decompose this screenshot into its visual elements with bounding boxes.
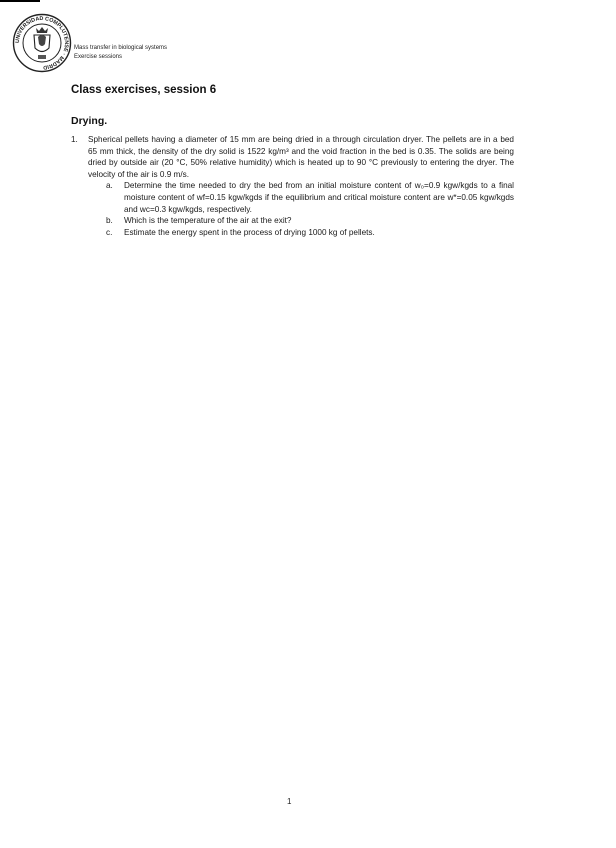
exercise-1 — [71, 134, 514, 238]
question-a — [71, 180, 514, 215]
scan-edge-mark — [0, 0, 40, 2]
question-text: Estimate the energy spent in the process of drying 1000 kg of pellets. — [124, 227, 375, 237]
exercise-questions — [71, 180, 514, 238]
question-b — [71, 215, 514, 227]
question-letter: a. — [106, 181, 113, 191]
page-number: 1 — [287, 797, 292, 806]
course-subtitle: Exercise sessions — [74, 54, 123, 60]
question-text: Determine the time needed to dry the bed from an initial moisture content of w₀=0.9 kgw/kgds to a final moisture content of wf=0.15 kgw/kgds if the equilibrium and critical moisture content are w*=0.05 kgw/kgds and wc=0.3 kgw/kgds, respectively. — [124, 181, 514, 214]
section-heading: Drying. — [71, 115, 108, 127]
question-letter: b. — [106, 216, 113, 226]
course-name: Mass transfer in biological systems — [74, 45, 168, 51]
question-c — [71, 227, 514, 239]
page-title: Class exercises, session 6 — [71, 84, 217, 96]
exercise-number: 1. — [71, 135, 78, 144]
question-letter: c. — [106, 227, 113, 237]
exercise-statement: Spherical pellets having a diameter of 15 mm are being dried in a through circulation dryer. The pellets are in a bed 65 mm thick, the density of the dry solid is 1522 kg/m³ and the void fraction in the bed is 0.35. The solids are being dried by outside air (20 °C, 50% relative humidity) which is heated up to 90 °C previously to entering the dryer. The velocity of the air is 0.9 m/s. — [88, 135, 514, 179]
university-seal-logo — [12, 13, 72, 73]
svg-text:UNIVERSIDAD COMPLUTENSE · MADR: UNIVERSIDAD COMPLUTENSE · MADRID — [14, 15, 70, 71]
course-header — [74, 44, 167, 62]
question-text: Which is the temperature of the air at the exit? — [124, 216, 292, 226]
